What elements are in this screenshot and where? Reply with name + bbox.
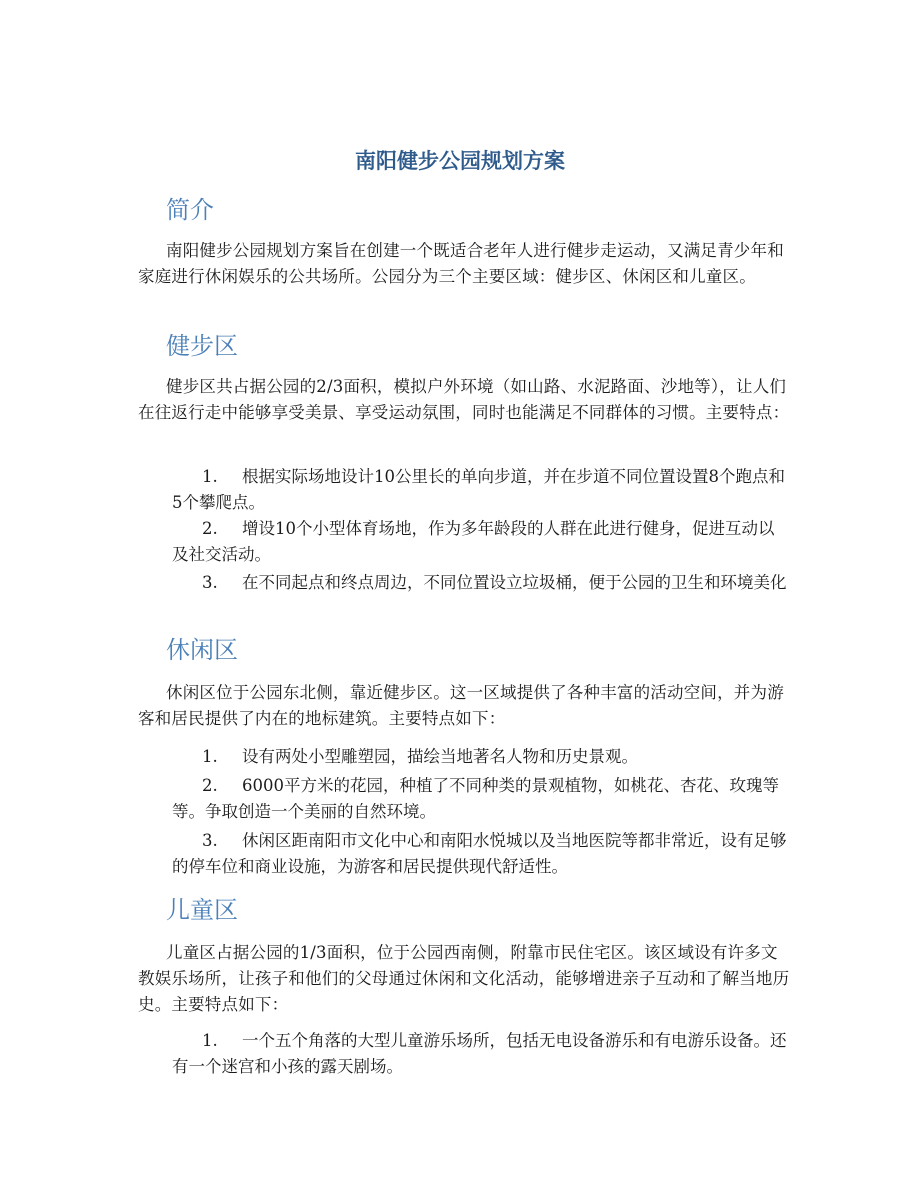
list-text: 设有两处小型雕塑园，描绘当地著名人物和历史景观。 — [242, 747, 638, 766]
list-item — [172, 828, 790, 880]
list-item — [172, 464, 790, 516]
section-heading-children: 儿童区 — [166, 896, 238, 924]
list-text: 根据实际场地设计10公里长的单向步道，并在步道不同位置设置8个跑点和5个攀爬点。 — [172, 467, 785, 512]
list-text: 6000平方米的花园，种植了不同种类的景观植物，如桃花、杏花、玫瑰等等。争取创造一个美丽的自然环境。 — [172, 776, 779, 821]
list-text: 一个五个角落的大型儿童游乐场所，包括无电设备游乐和有电游乐设备。还有一个迷宫和小孩的露天剧场。 — [172, 1031, 787, 1076]
list-text: 增设10个小型体育场地，作为多年龄段的人群在此进行健身，促进互动以及社交活动。 — [172, 519, 775, 564]
list-item — [172, 744, 790, 770]
leisure-paragraph: 休闲区位于公园东北侧，靠近健步区。这一区域提供了各种丰富的活动空间，并为游客和居民提供了内在的地标建筑。主要特点如下： — [138, 683, 784, 728]
page-title: 南阳健步公园规划方案 — [355, 148, 565, 173]
list-number: 1. — [202, 747, 218, 766]
list-text: 休闲区距南阳市文化中心和南阳水悦城以及当地医院等都非常近，设有足够的停车位和商业设施，为游客和居民提供现代舒适性。 — [172, 831, 787, 876]
list-number: 2. — [202, 776, 218, 795]
list-text: 在不同起点和终点周边，不同位置设立垃圾桶，便于公园的卫生和环境美化 — [242, 573, 787, 592]
intro-paragraph: 南阳健步公园规划方案旨在创建一个既适合老年人进行健步走运动，又满足青少年和家庭进行休闲娱乐的公共场所。公园分为三个主要区域：健步区、休闲区和儿童区。 — [138, 241, 784, 286]
list-item — [172, 516, 790, 568]
section-heading-walking: 健步区 — [166, 332, 238, 360]
list-number: 2. — [202, 519, 218, 538]
list-number: 3. — [202, 831, 218, 850]
section-heading-leisure: 休闲区 — [166, 636, 238, 664]
list-number: 1. — [202, 467, 218, 486]
list-number: 1. — [202, 1031, 218, 1050]
list-item — [172, 1028, 790, 1080]
section-heading-intro: 简介 — [166, 196, 214, 224]
children-paragraph: 儿童区占据公园的1/3面积，位于公园西南侧，附靠市民住宅区。该区域设有许多文教娱乐场所，让孩子和他们的父母通过休闲和文化活动，能够增进亲子互动和了解当地历史。主要特点如下： — [138, 943, 790, 1014]
walking-paragraph: 健步区共占据公园的2/3面积，模拟户外环境（如山路、水泥路面、沙地等），让人们在往返行走中能够享受美景、享受运动氛围，同时也能满足不同群体的习惯。主要特点： — [138, 377, 790, 422]
list-number: 3. — [202, 573, 218, 592]
list-item — [172, 773, 790, 825]
list-item — [172, 570, 790, 596]
